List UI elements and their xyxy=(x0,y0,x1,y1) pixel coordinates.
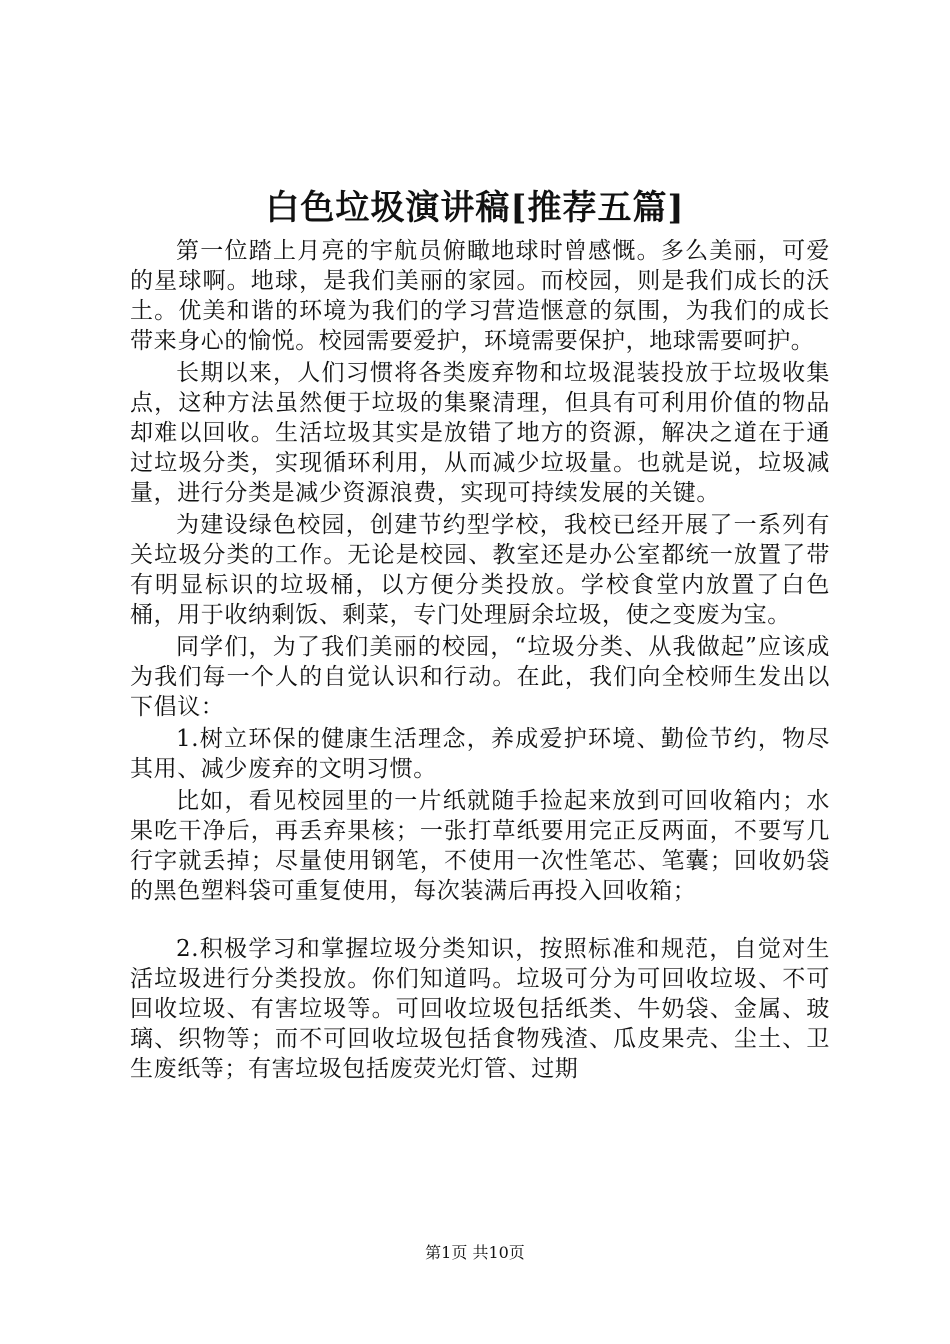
paragraph-5: 1.树立环保的健康生活理念，养成爱护环境、勤俭节约，物尽其用、减少废弃的文明习惯。 xyxy=(130,726,830,782)
document-title: 白色垃圾演讲稿[推荐五篇] xyxy=(265,188,685,228)
paragraph-1: 第一位踏上月亮的宇航员俯瞰地球时曾感慨。多么美丽，可爱的星球啊。地球，是我们美丽的家园。而校园，则是我们成长的沃土。优美和谐的环境为我们的学习营造惬意的氛围，为我们的成长带来身心的愉悦。校园需要爱护，环境需要保护，地球需要呵护。 xyxy=(130,238,830,354)
paragraph-4: 同学们，为了我们美丽的校园，“垃圾分类、从我做起”应该成为我们每一个人的自觉认识和行动。在此，我们向全校师生发出以下倡议： xyxy=(130,634,830,720)
paragraph-2: 长期以来，人们习惯将各类废弃物和垃圾混装投放于垃圾收集点，这种方法虽然便于垃圾的集聚清理，但具有可利用价值的物品却难以回收。生活垃圾其实是放错了地方的资源，解决之道在于通过垃圾分类，实现循环利用，从而减少垃圾量。也就是说，垃圾减量，进行分类是减少资源浪费，实现可持续发展的关键。 xyxy=(130,360,830,506)
page-footer: 第1页 共10页 xyxy=(425,1243,525,1262)
paragraph-gap xyxy=(130,908,830,934)
document-body xyxy=(130,236,830,1086)
paragraph-7: 2.积极学习和掌握垃圾分类知识，按照标准和规范，自觉对生活垃圾进行分类投放。你们知道吗。垃圾可分为可回收垃圾、不可回收垃圾、有害垃圾等。可回收垃圾包括纸类、牛奶袋、金属、玻璃、织物等；而不可回收垃圾包括食物残渣、瓜皮果壳、尘土、卫生废纸等；有害垃圾包括废荧光灯管、过期 xyxy=(130,936,830,1082)
paragraph-3: 为建设绿色校园，创建节约型学校，我校已经开展了一系列有关垃圾分类的工作。无论是校园、教室还是办公室都统一放置了带有明显标识的垃圾桶，以方便分类投放。学校食堂内放置了白色桶，用于收纳剩饭、剩菜，专门处理厨余垃圾，使之变废为宝。 xyxy=(130,512,830,628)
paragraph-6: 比如，看见校园里的一片纸就随手捡起来放到可回收箱内；水果吃干净后，再丢弃果核；一张打草纸要用完正反两面，不要写几行字就丢掉；尽量使用钢笔，不使用一次性笔芯、笔囊；回收奶袋的黑色塑料袋可重复使用，每次装满后再投入回收箱； xyxy=(130,788,830,904)
